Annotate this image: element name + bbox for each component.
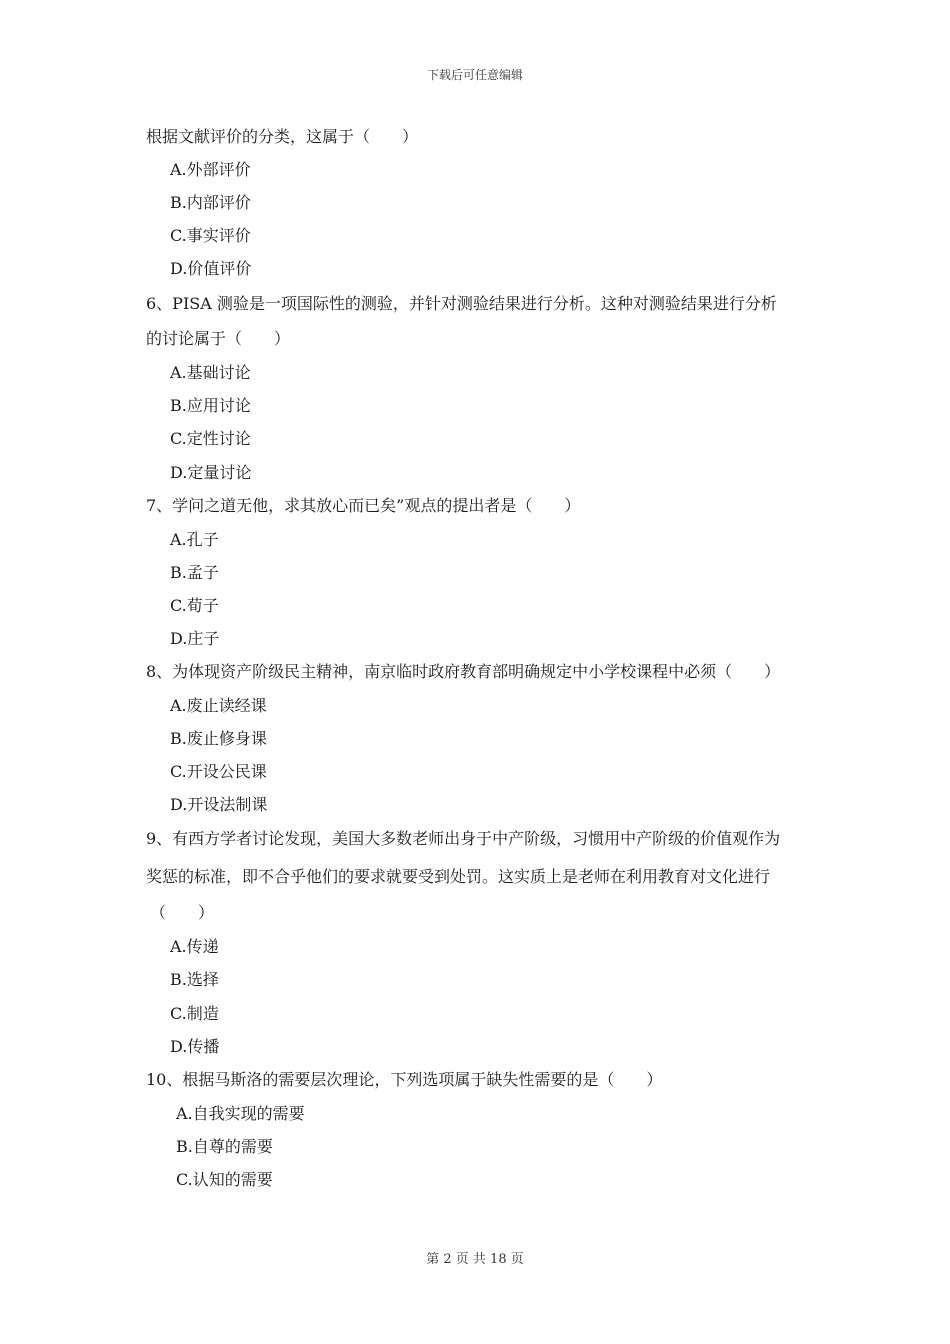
question-8-option-d: D.开设法制课 <box>170 795 268 814</box>
question-7-option-c: C.荀子 <box>170 596 219 615</box>
question-7-stem: 7、学问之道无他，求其放心而已矣”观点的提出者是（ ） <box>146 496 581 515</box>
question-9-stem-line-2: 奖惩的标准，即不合乎他们的要求就要受到处罚。这实质上是老师在利用教育对文化进行 <box>146 867 771 886</box>
question-9-stem-line-1: 9、有西方学者讨论发现，美国大多数老师出身于中产阶级，习惯用中产阶级的价值观作为 <box>146 829 781 848</box>
question-9-stem-line-3: （ ） <box>150 903 215 922</box>
question-6-option-c: C.定性讨论 <box>170 429 251 448</box>
question-8-option-b: B.废止修身课 <box>170 729 267 748</box>
question-7-option-a: A.孔子 <box>170 530 219 549</box>
question-8-option-a: A.废止读经课 <box>170 696 267 715</box>
question-9-option-c: C.制造 <box>170 1004 219 1023</box>
page-footer: 第 2 页 共 18 页 <box>426 1252 524 1267</box>
question-7-option-d: D.庄子 <box>170 629 220 648</box>
question-7-option-b: B.孟子 <box>170 563 219 582</box>
question-8-stem: 8、为体现资产阶级民主精神，南京临时政府教育部明确规定中小学校课程中必须（ ） <box>146 662 781 681</box>
question-6-option-a: A.基础讨论 <box>170 363 251 382</box>
question-5-option-a: A.外部评价 <box>170 160 251 179</box>
question-10-option-a: A.自我实现的需要 <box>176 1104 305 1123</box>
question-6-stem-line-1: 6、PISA 测验是一项国际性的测验，并针对测验结果进行分析。这种对测验结果进行分析 <box>146 294 777 313</box>
question-9-option-b: B.选择 <box>170 970 219 989</box>
question-6-stem-line-2: 的讨论属于（ ） <box>146 329 291 348</box>
question-5-stem: 根据文献评价的分类，这属于（ ） <box>146 127 419 146</box>
question-6-option-d: D.定量讨论 <box>170 463 252 482</box>
question-5-option-c: C.事实评价 <box>170 226 251 245</box>
question-6-option-b: B.应用讨论 <box>170 396 251 415</box>
question-5-option-b: B.内部评价 <box>170 193 251 212</box>
question-9-option-d: D.传播 <box>170 1037 220 1056</box>
question-10-option-c: C.认知的需要 <box>176 1170 273 1189</box>
page-header: 下载后可任意编辑 <box>426 68 523 82</box>
question-5-option-d: D.价值评价 <box>170 259 252 278</box>
question-8-option-c: C.开设公民课 <box>170 762 267 781</box>
question-10-option-b: B.自尊的需要 <box>176 1137 273 1156</box>
question-10-stem: 10、根据马斯洛的需要层次理论，下列选项属于缺失性需要的是（ ） <box>146 1070 663 1089</box>
question-9-option-a: A.传递 <box>170 937 219 956</box>
